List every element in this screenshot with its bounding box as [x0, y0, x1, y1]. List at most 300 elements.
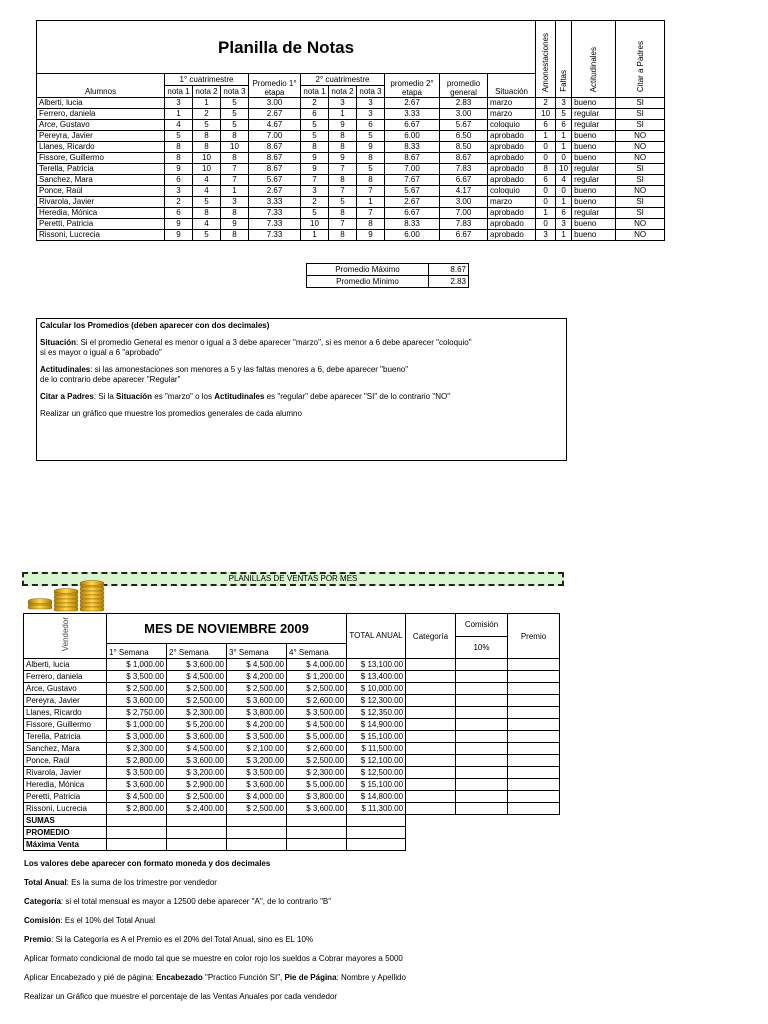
grade-cell-act: regular — [572, 120, 616, 131]
table-row — [24, 803, 406, 815]
calc-cell — [456, 683, 508, 695]
table-row — [24, 707, 406, 719]
instruction-citar-situacion: Situación — [116, 392, 153, 401]
calc-cell — [406, 719, 456, 731]
grade-cell-name: Alberti, lucia — [37, 98, 165, 109]
header-faltas: Faltas — [559, 70, 569, 92]
grade-cell-act: bueno — [572, 153, 616, 164]
instruction-situacion-label: Situación — [40, 338, 77, 347]
note-categoria: : si el total mensual es mayor a 12500 debe aparecer "A", de lo contrario "B" — [60, 897, 332, 906]
grade-cell-p1: 7.33 — [249, 230, 301, 241]
week-value: $ 4,000.00 — [287, 659, 347, 671]
table-row — [406, 731, 560, 743]
max-value: 8.67 — [429, 264, 469, 276]
grade-cell-cit: SI — [616, 175, 665, 186]
grade-cell-pg: 8.67 — [440, 153, 488, 164]
week-value: $ 3,600.00 — [227, 779, 287, 791]
header-citar: Citar a Padres — [635, 40, 645, 92]
week-value: $ 4,200.00 — [227, 719, 287, 731]
week-value: $ 2,300.00 — [287, 767, 347, 779]
grade-cell-fa: 6 — [556, 208, 572, 219]
calc-cell — [456, 791, 508, 803]
note-premio-label: Premio — [24, 935, 52, 944]
week-value: $ 2,500.00 — [107, 683, 167, 695]
grade-cell-n2: 4 — [193, 186, 221, 197]
note-categoria-label: Categoría — [24, 897, 61, 906]
table-row — [37, 164, 665, 175]
grade-cell-m3: 8 — [357, 219, 385, 230]
comision-percent: 10% — [456, 636, 508, 659]
header-categoria: Categoría — [406, 614, 456, 659]
calc-cell — [406, 755, 456, 767]
sales-notes — [24, 858, 624, 1010]
week-value: $ 4,500.00 — [287, 719, 347, 731]
calc-cell — [508, 731, 560, 743]
calc-cell — [456, 671, 508, 683]
calc-cell — [508, 779, 560, 791]
note-encabezado-text: "Practico Función SI", — [202, 973, 285, 982]
calc-cell — [508, 719, 560, 731]
week-value: $ 2,500.00 — [167, 791, 227, 803]
grade-cell-sit: aprobado — [488, 175, 536, 186]
grade-cell-m3: 7 — [357, 208, 385, 219]
table-row — [406, 707, 560, 719]
grade-cell-name: Sanchez, Mara — [37, 175, 165, 186]
grade-cell-n2: 4 — [193, 219, 221, 230]
grade-cell-pg: 7.83 — [440, 164, 488, 175]
calc-cell — [406, 731, 456, 743]
grade-cell-cit: SI — [616, 120, 665, 131]
sumas-label: SUMAS — [24, 815, 107, 827]
grade-cell-m3: 5 — [357, 164, 385, 175]
grade-cell-n1: 4 — [165, 120, 193, 131]
table-row — [37, 120, 665, 131]
grade-cell-p1: 7.33 — [249, 219, 301, 230]
grade-cell-m1: 5 — [301, 131, 329, 142]
grade-cell-p1: 8.67 — [249, 164, 301, 175]
grade-cell-m3: 8 — [357, 153, 385, 164]
grade-cell-act: bueno — [572, 186, 616, 197]
min-label: Promedio Mínimo — [307, 276, 429, 288]
grade-cell-n3: 7 — [221, 175, 249, 186]
table-row — [37, 186, 665, 197]
sales-table — [23, 613, 406, 851]
grade-cell-n3: 8 — [221, 153, 249, 164]
total-value: $ 11,300.00 — [347, 803, 406, 815]
table-row — [406, 695, 560, 707]
note-formato: Los valores debe aparecer con formato moneda y dos decimales — [24, 859, 271, 868]
table-row — [24, 683, 406, 695]
calc-cell — [406, 791, 456, 803]
header-nota: nota 3 — [357, 86, 385, 98]
vendedor-name: Sanchez, Mara — [24, 743, 107, 755]
grade-cell-m2: 8 — [329, 131, 357, 142]
grade-cell-n3: 10 — [221, 142, 249, 153]
calc-cell — [508, 695, 560, 707]
grade-cell-sit: marzo — [488, 98, 536, 109]
grade-cell-p2: 7.00 — [385, 164, 440, 175]
grade-cell-sit: aprobado — [488, 142, 536, 153]
calc-cell — [508, 755, 560, 767]
grade-cell-sit: aprobado — [488, 131, 536, 142]
week-value: $ 4,500.00 — [107, 791, 167, 803]
grade-cell-cit: SI — [616, 197, 665, 208]
calc-cell — [406, 779, 456, 791]
grade-cell-p2: 8.33 — [385, 219, 440, 230]
table-row — [406, 803, 560, 815]
grade-cell-m2: 5 — [329, 197, 357, 208]
grade-cell-n3: 3 — [221, 197, 249, 208]
header-promedio-1: Promedio 1° etapa — [249, 74, 301, 98]
header-semana-2: 2° Semana — [167, 643, 227, 658]
week-value: $ 3,200.00 — [167, 767, 227, 779]
grade-cell-m1: 9 — [301, 153, 329, 164]
grade-cell-m3: 3 — [357, 109, 385, 120]
header-cuatrimestre-2: 2° cuatrimestre — [301, 74, 385, 86]
calc-cell — [406, 767, 456, 779]
grade-cell-n1: 9 — [165, 164, 193, 175]
grade-cell-p2: 3.33 — [385, 109, 440, 120]
grade-cell-m1: 5 — [301, 120, 329, 131]
grade-cell-n1: 8 — [165, 153, 193, 164]
week-value: $ 5,000.00 — [287, 779, 347, 791]
grade-cell-act: bueno — [572, 142, 616, 153]
header-nota: nota 1 — [165, 86, 193, 98]
week-value: $ 4,500.00 — [227, 659, 287, 671]
grade-cell-n3: 8 — [221, 208, 249, 219]
min-value: 2.83 — [429, 276, 469, 288]
grade-cell-p1: 2.67 — [249, 186, 301, 197]
header-nota: nota 2 — [193, 86, 221, 98]
instruction-citar: : Si la — [93, 392, 117, 401]
grade-cell-am: 0 — [536, 197, 556, 208]
grade-cell-pg: 7.83 — [440, 219, 488, 230]
week-value: $ 4,000.00 — [227, 791, 287, 803]
grade-cell-n2: 8 — [193, 131, 221, 142]
vendedor-name: Arce, Gustavo — [24, 683, 107, 695]
grade-cell-name: Fissore, Guillermo — [37, 153, 165, 164]
calc-cell — [456, 695, 508, 707]
note-grafico: Realizar un Gráfico que muestre el porcentaje de las Ventas Anuales por cada vendedor — [24, 992, 338, 1001]
table-row — [37, 142, 665, 153]
grade-cell-n1: 6 — [165, 175, 193, 186]
grade-cell-m1: 10 — [301, 219, 329, 230]
grade-cell-p1: 8.67 — [249, 142, 301, 153]
grade-cell-m3: 3 — [357, 98, 385, 109]
grade-cell-name: Llanes, Ricardo — [37, 142, 165, 153]
grade-cell-m2: 7 — [329, 186, 357, 197]
week-value: $ 3,500.00 — [107, 767, 167, 779]
instruction-situacion-cont: si es mayor o igual a 6 "aprobado" — [40, 348, 162, 357]
grade-cell-m2: 9 — [329, 120, 357, 131]
grade-cell-n3: 1 — [221, 186, 249, 197]
grade-cell-cit: NO — [616, 230, 665, 241]
grade-cell-sit: coloquio — [488, 186, 536, 197]
grade-cell-p1: 5.67 — [249, 175, 301, 186]
grade-cell-pg: 6.67 — [440, 230, 488, 241]
sales-calc-table — [405, 613, 560, 815]
calc-cell — [508, 683, 560, 695]
grade-cell-cit: SI — [616, 98, 665, 109]
week-value: $ 5,000.00 — [287, 731, 347, 743]
table-row — [37, 197, 665, 208]
total-value: $ 14,900.00 — [347, 719, 406, 731]
header-alumnos: Alumnos — [37, 74, 165, 98]
week-value: $ 3,200.00 — [227, 755, 287, 767]
grade-cell-p2: 2.67 — [385, 197, 440, 208]
grade-cell-act: bueno — [572, 197, 616, 208]
header-comision: Comisión — [456, 614, 508, 637]
grade-cell-cit: SI — [616, 109, 665, 120]
grade-cell-p2: 8.67 — [385, 153, 440, 164]
grade-cell-n2: 5 — [193, 120, 221, 131]
grade-cell-am: 1 — [536, 208, 556, 219]
grade-cell-m3: 8 — [357, 175, 385, 186]
week-value: $ 2,500.00 — [287, 683, 347, 695]
note-pie-label: Pie de Página — [284, 973, 337, 982]
grade-cell-act: bueno — [572, 131, 616, 142]
calc-cell — [406, 683, 456, 695]
grade-cell-m2: 8 — [329, 142, 357, 153]
grade-cell-name: Arce, Gustavo — [37, 120, 165, 131]
note-pie-text: : Nombre y Apellido — [336, 973, 406, 982]
total-value: $ 11,500.00 — [347, 743, 406, 755]
grade-cell-n1: 1 — [165, 109, 193, 120]
min-max-table — [306, 263, 469, 288]
grade-cell-cit: NO — [616, 186, 665, 197]
calc-cell — [456, 659, 508, 671]
grade-cell-fa: 1 — [556, 230, 572, 241]
week-value: $ 3,600.00 — [167, 659, 227, 671]
grade-cell-n2: 2 — [193, 109, 221, 120]
grade-cell-pg: 2.83 — [440, 98, 488, 109]
week-value: $ 3,600.00 — [287, 803, 347, 815]
calc-cell — [508, 707, 560, 719]
week-value: $ 3,500.00 — [227, 731, 287, 743]
grade-cell-n2: 10 — [193, 153, 221, 164]
table-row — [24, 755, 406, 767]
grade-cell-p1: 2.67 — [249, 109, 301, 120]
calc-cell — [456, 803, 508, 815]
week-value: $ 2,100.00 — [227, 743, 287, 755]
header-semana-3: 3° Semana — [227, 643, 287, 658]
vendedor-name: Ferrero, daniela — [24, 671, 107, 683]
grade-cell-n2: 10 — [193, 164, 221, 175]
grade-cell-n3: 8 — [221, 230, 249, 241]
grade-cell-m3: 7 — [357, 186, 385, 197]
grade-cell-fa: 4 — [556, 175, 572, 186]
grade-cell-name: Rissoni, Lucrecia — [37, 230, 165, 241]
grade-cell-am: 0 — [536, 153, 556, 164]
total-value: $ 14,800.00 — [347, 791, 406, 803]
table-row — [24, 743, 406, 755]
header-premio: Premio — [508, 614, 560, 659]
week-value: $ 2,400.00 — [167, 803, 227, 815]
header-situacion: Situación — [488, 74, 536, 98]
week-value: $ 2,750.00 — [107, 707, 167, 719]
grade-cell-pg: 6.67 — [440, 175, 488, 186]
sales-body — [24, 659, 406, 815]
grade-cell-am: 8 — [536, 164, 556, 175]
grade-cell-m2: 9 — [329, 153, 357, 164]
table-row — [37, 219, 665, 230]
grade-cell-cit: NO — [616, 219, 665, 230]
note-formato-condicional: Aplicar formato condicional de modo tal que se muestre en color rojo los sueldos a Cobrar mayores a 5000 — [24, 954, 403, 963]
grade-cell-p2: 2.67 — [385, 98, 440, 109]
table-row — [24, 719, 406, 731]
grade-cell-cit: NO — [616, 153, 665, 164]
grade-cell-m3: 9 — [357, 230, 385, 241]
grade-cell-act: regular — [572, 208, 616, 219]
instruction-citar-text: es "marzo" o los — [152, 392, 215, 401]
grade-cell-pg: 3.00 — [440, 197, 488, 208]
grade-cell-m1: 3 — [301, 186, 329, 197]
grade-cell-p2: 5.67 — [385, 186, 440, 197]
grade-cell-sit: aprobado — [488, 230, 536, 241]
grade-cell-sit: marzo — [488, 197, 536, 208]
grade-cell-n3: 7 — [221, 164, 249, 175]
grade-cell-m3: 6 — [357, 120, 385, 131]
grade-cell-sit: aprobado — [488, 164, 536, 175]
grade-cell-n1: 9 — [165, 219, 193, 230]
vendedor-name: Pereyra, Javier — [24, 695, 107, 707]
note-encabezado-label: Encabezado — [156, 973, 203, 982]
grade-cell-p1: 7.00 — [249, 131, 301, 142]
calc-cell — [456, 719, 508, 731]
grade-cell-n1: 5 — [165, 131, 193, 142]
grade-cell-sit: aprobado — [488, 153, 536, 164]
grade-cell-p1: 7.33 — [249, 208, 301, 219]
table-row — [406, 755, 560, 767]
table-row — [37, 131, 665, 142]
grade-cell-n1: 3 — [165, 186, 193, 197]
calc-cell — [456, 731, 508, 743]
calc-cell — [456, 743, 508, 755]
grade-cell-n2: 1 — [193, 98, 221, 109]
calc-cell — [456, 707, 508, 719]
week-value: $ 2,600.00 — [287, 695, 347, 707]
calc-cell — [456, 755, 508, 767]
grade-cell-act: bueno — [572, 219, 616, 230]
instruction-citar-end: es "regular" debe aparecer "SI" de lo contrario "NO" — [264, 392, 451, 401]
grade-cell-fa: 10 — [556, 164, 572, 175]
grade-cell-fa: 6 — [556, 120, 572, 131]
grade-cell-name: Peretti, Patricia — [37, 219, 165, 230]
grade-cell-m1: 2 — [301, 197, 329, 208]
week-value: $ 3,600.00 — [107, 695, 167, 707]
grade-cell-name: Ponce, Raúl — [37, 186, 165, 197]
instruction-citar-actitudinales: Actitudinales — [214, 392, 265, 401]
grade-cell-fa: 1 — [556, 142, 572, 153]
grade-cell-n2: 4 — [193, 175, 221, 186]
sales-month-title: MES DE NOVIEMBRE 2009 — [107, 614, 347, 644]
week-value: $ 2,500.00 — [167, 695, 227, 707]
week-value: $ 3,600.00 — [107, 779, 167, 791]
vendedor-name: Heredia, Mónica — [24, 779, 107, 791]
grade-cell-fa: 0 — [556, 186, 572, 197]
grade-cell-n2: 5 — [193, 197, 221, 208]
grade-cell-act: regular — [572, 164, 616, 175]
week-value: $ 2,500.00 — [227, 803, 287, 815]
grade-cell-pg: 8.50 — [440, 142, 488, 153]
table-row — [406, 659, 560, 671]
grade-cell-name: Ferrero, daniela — [37, 109, 165, 120]
total-value: $ 12,350.00 — [347, 707, 406, 719]
week-value: $ 2,500.00 — [227, 683, 287, 695]
instruction-situacion: : Si el promedio General es menor o igual a 3 debe aparecer "marzo", si es menor a 6 debe aparecer "coloquio" — [76, 338, 472, 347]
header-semana-1: 1° Semana — [107, 643, 167, 658]
grade-cell-m3: 1 — [357, 197, 385, 208]
note-comision: : Es el 10% del Total Anual — [60, 916, 156, 925]
week-value: $ 2,300.00 — [167, 707, 227, 719]
grade-cell-n2: 5 — [193, 230, 221, 241]
calc-cell — [406, 659, 456, 671]
calc-body — [406, 659, 560, 815]
table-row — [37, 230, 665, 241]
header-promedio-2: promedio 2° etapa — [385, 74, 440, 98]
note-comision-label: Comisión — [24, 916, 61, 925]
header-vendedor: Vendedor — [60, 617, 70, 652]
grade-cell-m1: 8 — [301, 142, 329, 153]
week-value: $ 3,600.00 — [227, 695, 287, 707]
week-value: $ 2,800.00 — [107, 803, 167, 815]
grade-cell-m2: 8 — [329, 208, 357, 219]
table-row — [24, 731, 406, 743]
note-total: : Es la suma de los trimestre por vendedor — [66, 878, 217, 887]
grade-cell-n1: 8 — [165, 142, 193, 153]
grade-cell-m1: 9 — [301, 164, 329, 175]
grade-cell-pg: 5.67 — [440, 120, 488, 131]
week-value: $ 2,800.00 — [107, 755, 167, 767]
vendedor-name: Alberti, lucia — [24, 659, 107, 671]
grade-cell-act: regular — [572, 175, 616, 186]
table-row — [406, 767, 560, 779]
week-value: $ 3,000.00 — [107, 731, 167, 743]
calc-cell — [406, 743, 456, 755]
header-actitudinales: Actitudinales — [589, 46, 599, 92]
table-row — [37, 98, 665, 109]
grade-cell-m2: 3 — [329, 98, 357, 109]
week-value: $ 3,800.00 — [287, 791, 347, 803]
table-row — [406, 791, 560, 803]
vendedor-name: Terella, Patricia — [24, 731, 107, 743]
grade-cell-fa: 0 — [556, 153, 572, 164]
instruction-promedios: Calcular los Promedios (deben aparecer con dos decimales) — [40, 321, 270, 330]
table-row — [24, 695, 406, 707]
grade-cell-p1: 4.67 — [249, 120, 301, 131]
header-semana-4: 4° Semana — [287, 643, 347, 658]
grades-title: Planilla de Notas — [37, 21, 536, 74]
total-value: $ 13,400.00 — [347, 671, 406, 683]
header-nota: nota 3 — [221, 86, 249, 98]
grade-cell-fa: 3 — [556, 98, 572, 109]
table-row — [37, 109, 665, 120]
grade-cell-p2: 6.67 — [385, 120, 440, 131]
table-row — [406, 671, 560, 683]
total-value: $ 13,100.00 — [347, 659, 406, 671]
total-value: $ 12,300.00 — [347, 695, 406, 707]
vendedor-name: Rissoni, Lucrecia — [24, 803, 107, 815]
total-value: $ 10,000.00 — [347, 683, 406, 695]
week-value: $ 5,200.00 — [167, 719, 227, 731]
table-row — [24, 779, 406, 791]
instruction-grafico: Realizar un gráfico que muestre los promedios generales de cada alumno — [40, 409, 302, 418]
grade-cell-n3: 5 — [221, 98, 249, 109]
grade-cell-fa: 5 — [556, 109, 572, 120]
grade-cell-n1: 2 — [165, 197, 193, 208]
header-nota: nota 1 — [301, 86, 329, 98]
grade-cell-fa: 3 — [556, 219, 572, 230]
